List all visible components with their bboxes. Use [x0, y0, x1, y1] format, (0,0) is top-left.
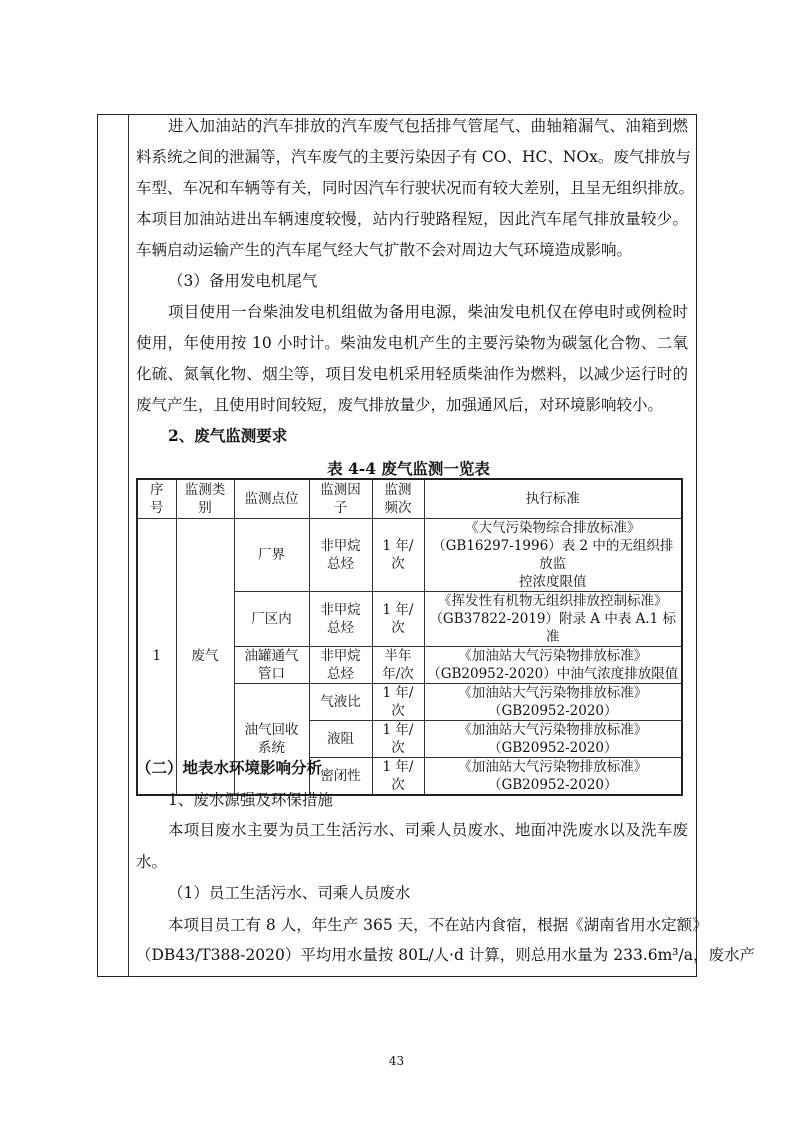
standard-cell: 《加油站大气污染物排放标准》 （GB20952-2020）: [424, 757, 682, 795]
text-line: 料系统之间的泄漏等，汽车废气的主要污染因子有 CO、HC、NOx。废气排放与: [136, 148, 691, 166]
standard-cell: 《大气污染物综合排放标准》 （GB16297-1996）表 2 中的无组织排放监 控浓度限值: [424, 518, 682, 591]
frequency-cell: 半年 年/次: [372, 646, 424, 683]
text-line: 车辆启动运输产生的汽车尾气经大气扩散不会对周边大气环境造成影响。: [136, 241, 633, 259]
text-line: （二）地表水环境影响分析: [136, 758, 323, 777]
point-cell: 厂界: [234, 518, 309, 591]
category-cell: 废气: [176, 518, 234, 795]
table-row: [137, 518, 682, 591]
table-header-row: [137, 479, 682, 518]
frequency-cell: 1 年/ 次: [372, 757, 424, 795]
text-line: （1）员工生活污水、司乘人员废水: [168, 884, 411, 902]
column-header: 监测 频次: [372, 479, 424, 518]
table-title: 表 4-4 废气监测一览表: [327, 459, 490, 478]
column-header: 序 号: [137, 479, 176, 518]
text-line: 进入加油站的汽车排放的汽车废气包括排气管尾气、曲轴箱漏气、油箱到燃: [168, 117, 688, 135]
column-divider: [128, 114, 129, 977]
frequency-cell: 1 年/ 次: [372, 683, 424, 720]
monitoring-table: [136, 478, 683, 796]
text-line: 本项目加油站进出车辆速度较慢，站内行驶路程短，因此汽车尾气排放量较少。: [136, 210, 688, 228]
text-line: （DB43/T388-2020）平均用水量按 80L/人·d 计算，则总用水量为 233.6m³/a，废水产: [136, 946, 755, 964]
column-header: 监测因 子: [309, 479, 372, 518]
column-header: 监测类 别: [176, 479, 234, 518]
standard-cell: 《加油站大气污染物排放标准》 （GB20952-2020）: [424, 683, 682, 720]
text-line: 化硫、氮氧化物、烟尘等，项目发电机采用轻质柴油作为燃料，以减少运行时的: [136, 365, 688, 383]
text-line: 1、废水源强及环保措施: [168, 791, 333, 809]
standard-cell: 《加油站大气污染物排放标准》 （GB20952-2020）中油气浓度排放限值: [424, 646, 682, 683]
factor-cell: 气液比: [309, 683, 372, 720]
text-line: 使用，年使用按 10 小时计。柴油发电机产生的主要污染物为碳氢化合物、二氧: [136, 334, 688, 352]
text-line: 水。: [136, 853, 168, 871]
frequency-cell: 1 年/ 次: [372, 518, 424, 591]
point-cell: 油罐通气 管口: [234, 646, 309, 683]
factor-cell: 液阻: [309, 720, 372, 757]
text-line: 项目使用一台柴油发电机组做为备用电源，柴油发电机仅在停电时或例检时: [168, 303, 688, 321]
factor-cell: 非甲烷 总烃: [309, 518, 372, 591]
text-line: 本项目废水主要为员工生活污水、司乘人员废水、地面冲洗废水以及洗车废: [168, 821, 688, 839]
point-cell: 油气回收 系统: [234, 683, 309, 795]
standard-cell: 《挥发性有机物无组织排放控制标准》 （GB37822-2019）附录 A 中表 A.1 标准: [424, 591, 682, 646]
standard-cell: 《加油站大气污染物排放标准》 （GB20952-2020）: [424, 720, 682, 757]
text-line: 废气产生，且使用时间较短，废气排放量少，加强通风后，对环境影响较小。: [136, 396, 664, 414]
column-header: 监测点位: [234, 479, 309, 518]
frequency-cell: 1 年/ 次: [372, 591, 424, 646]
text-line: （3）备用发电机尾气: [168, 272, 318, 290]
column-header: 执行标准: [424, 479, 682, 518]
frequency-cell: 1 年/ 次: [372, 720, 424, 757]
factor-cell: 非甲烷 总烃: [309, 591, 372, 646]
page-number: 43: [388, 1054, 405, 1068]
factor-cell: 密闭性: [309, 757, 372, 795]
factor-cell: 非甲烷 总烃: [309, 646, 372, 683]
text-line: 车型、车况和车辆等有关，同时因汽车行驶状况而有较大差别，且呈无组织排放。: [136, 179, 695, 197]
text-line: 本项目员工有 8 人，年生产 365 天，不在站内食宿，根据《湖南省用水定额》: [168, 916, 708, 934]
point-cell: 厂区内: [234, 591, 309, 646]
seq-cell: 1: [137, 518, 176, 795]
section-heading: 2、废气监测要求: [168, 426, 288, 445]
